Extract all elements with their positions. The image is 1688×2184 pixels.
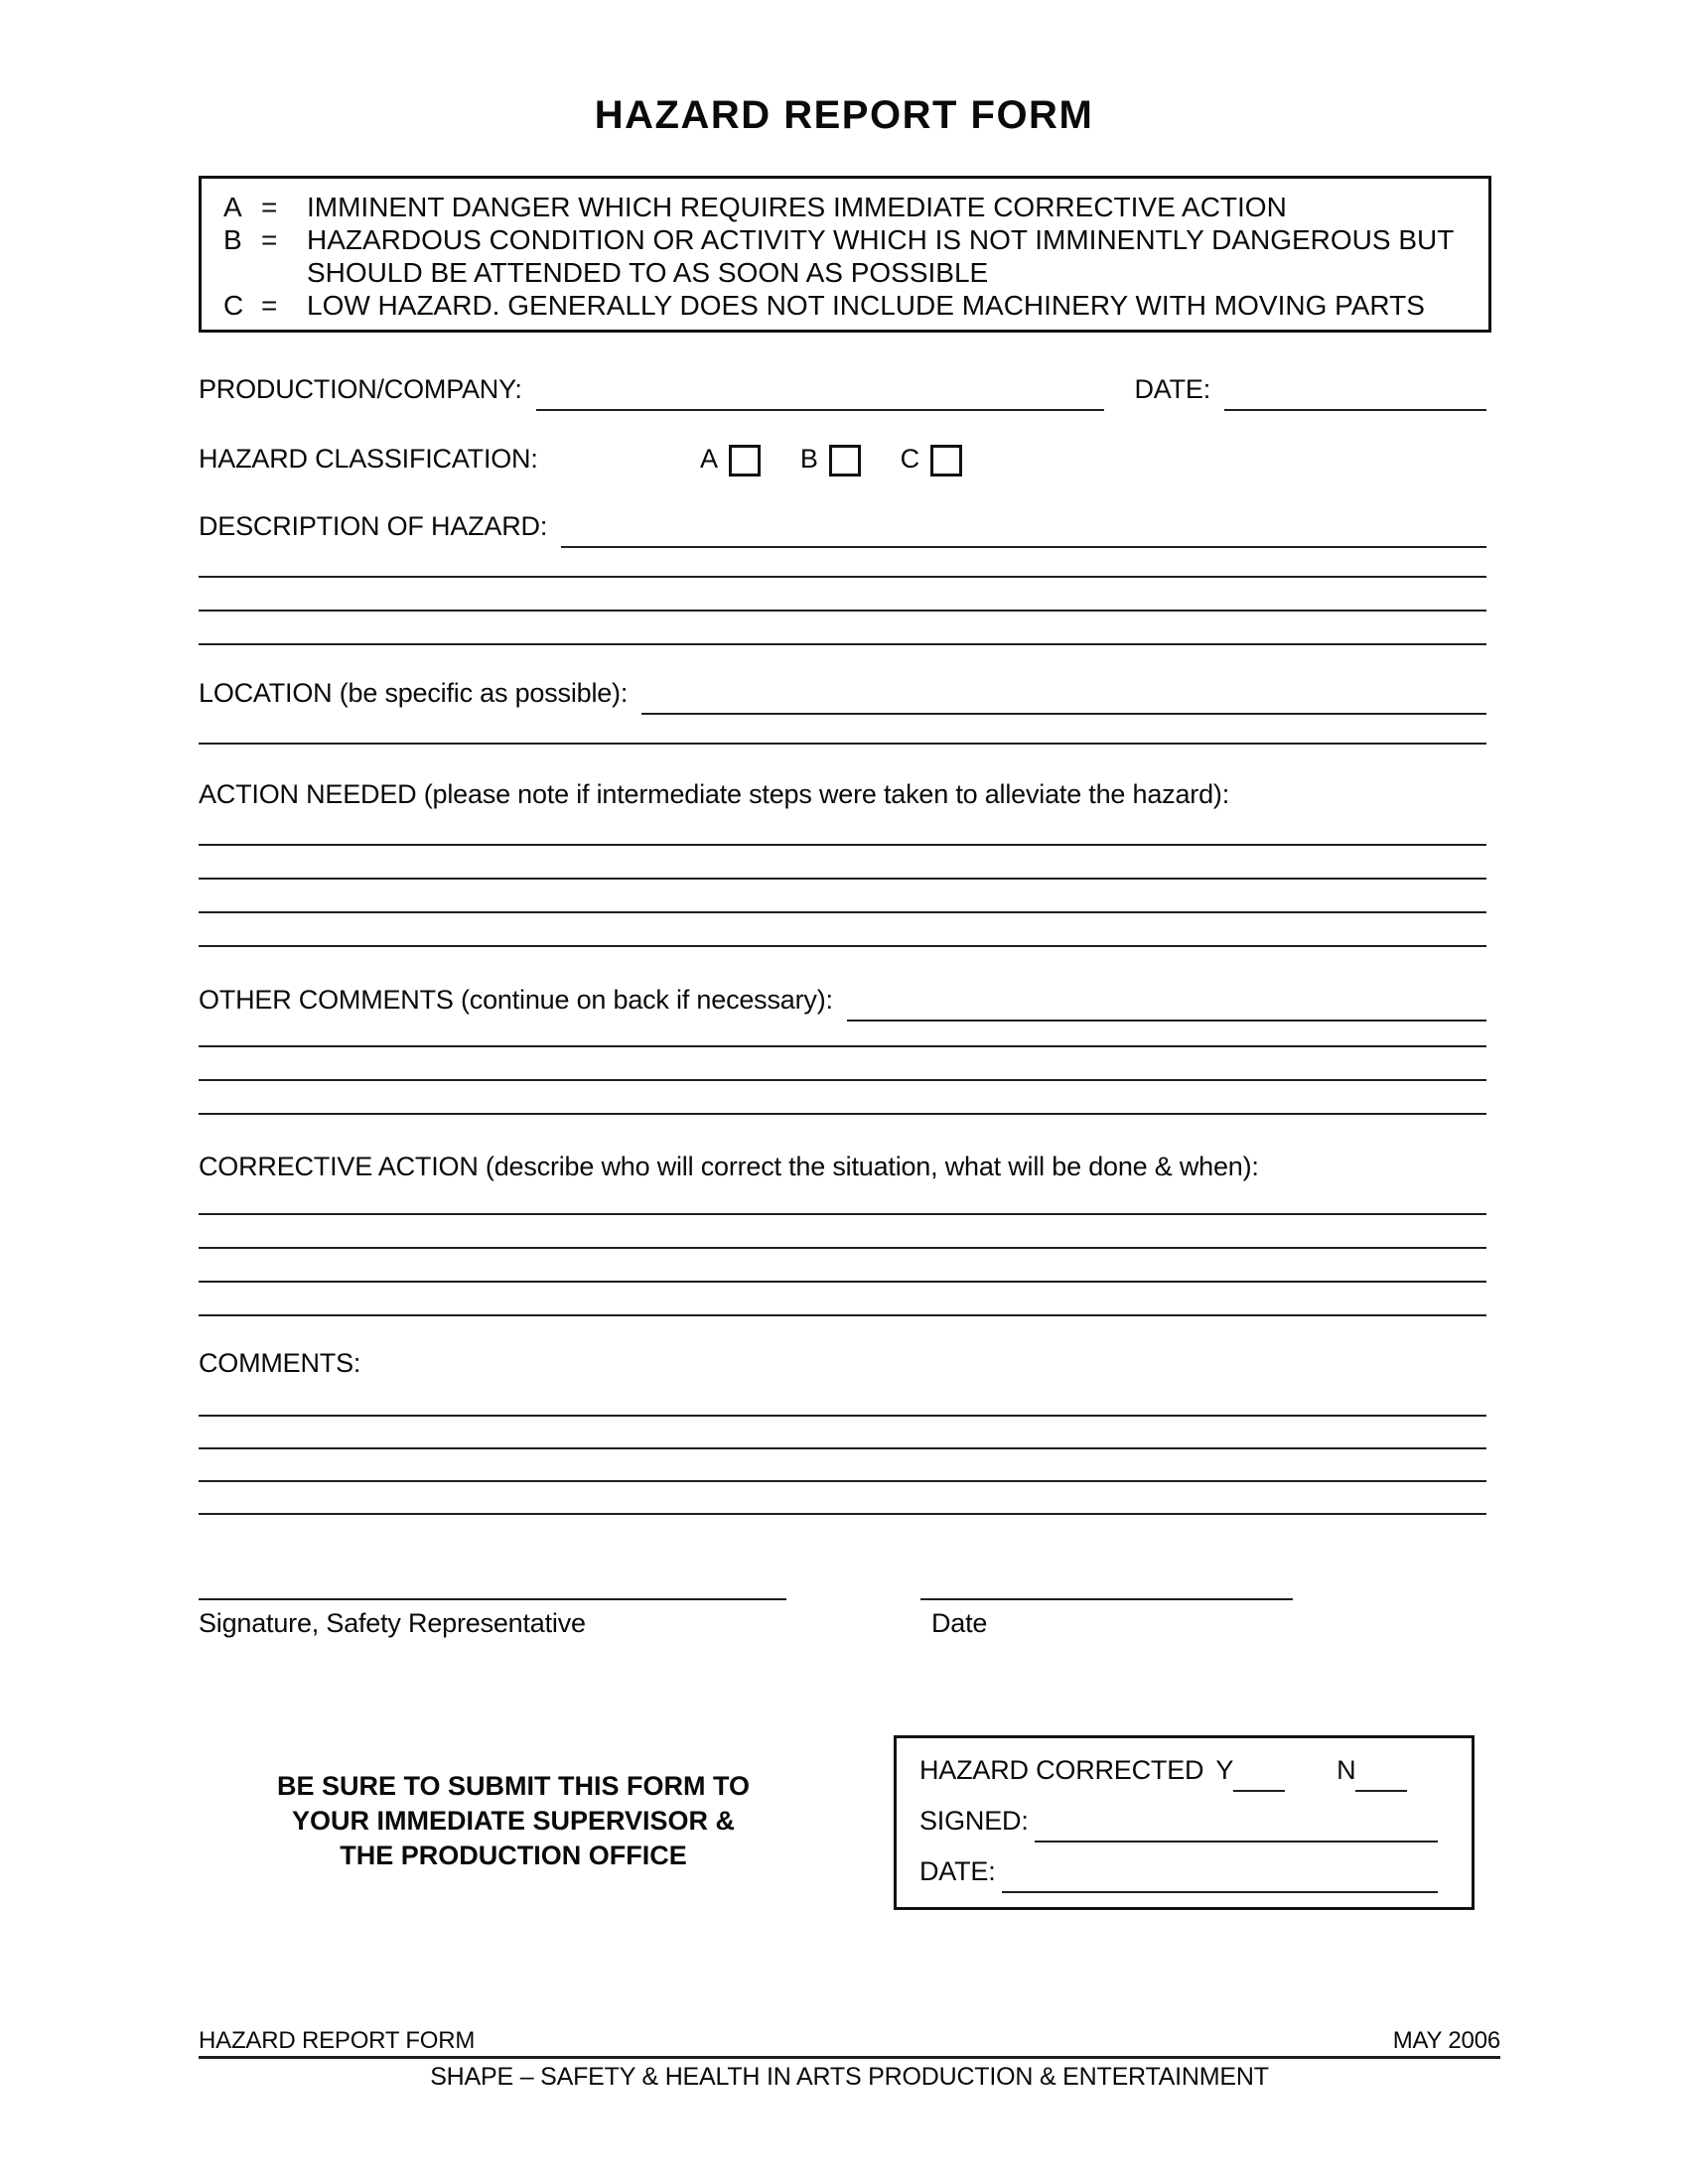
- legend-code-a: A: [223, 192, 242, 222]
- comments-line-3[interactable]: [199, 1480, 1486, 1482]
- classification-option-a: [700, 443, 800, 477]
- comments-row: [199, 1347, 1486, 1379]
- description-of-hazard-row: [199, 510, 1486, 542]
- footer-rule: [199, 2056, 1500, 2059]
- hazard-corrected-yes-line[interactable]: [1233, 1760, 1285, 1792]
- hazard-classification-label: HAZARD CLASSIFICATION:: [199, 444, 538, 474]
- action-needed-line-2[interactable]: [199, 878, 1486, 880]
- legend-item-c: [223, 289, 1471, 322]
- submit-notice-line2: YOUR IMMEDIATE SUPERVISOR &: [291, 1806, 736, 1836]
- other-comments-line-2[interactable]: [199, 1079, 1486, 1081]
- classification-option-b: [800, 443, 901, 477]
- corrected-date-line[interactable]: [1002, 1861, 1438, 1893]
- action-needed-line-3[interactable]: [199, 911, 1486, 913]
- classification-b-checkbox[interactable]: [829, 445, 861, 477]
- description-input-line[interactable]: [561, 516, 1486, 548]
- classification-a-letter: A: [700, 444, 718, 474]
- signature-date-line[interactable]: [920, 1598, 1293, 1600]
- corrective-action-line-3[interactable]: [199, 1281, 1486, 1283]
- legend-item-b: [223, 223, 1471, 289]
- classification-a-checkbox[interactable]: [729, 445, 761, 477]
- hazard-corrected-no-label: N: [1336, 1755, 1356, 1785]
- page-title: HAZARD REPORT FORM: [594, 93, 1094, 137]
- comments-line-1[interactable]: [199, 1415, 1486, 1417]
- corrected-date-row: [919, 1855, 1438, 1887]
- legend-code-c: C: [223, 290, 244, 321]
- corrected-signed-row: [919, 1805, 1438, 1837]
- footer-form-name: HAZARD REPORT FORM: [199, 2027, 476, 2054]
- classification-legend-box: [199, 176, 1491, 333]
- other-comments-row: [199, 984, 1486, 1016]
- footer-revision-date: MAY 2006: [1392, 2027, 1500, 2054]
- signature-label: Signature, Safety Representative: [199, 1608, 586, 1638]
- legend-item-a: [223, 191, 1471, 223]
- other-comments-line-1[interactable]: [199, 1045, 1486, 1047]
- action-needed-row: [199, 778, 1486, 810]
- production-company-input-line[interactable]: [536, 379, 1105, 411]
- action-needed-label: ACTION NEEDED (please note if intermediate steps were taken to alleviate the hazard):: [199, 779, 1229, 809]
- location-line-1[interactable]: [199, 743, 1486, 745]
- legend-text-a: IMMINENT DANGER WHICH REQUIRES IMMEDIATE CORRECTIVE ACTION: [307, 192, 1287, 222]
- comments-label: COMMENTS:: [199, 1348, 361, 1378]
- corrective-action-line-1[interactable]: [199, 1213, 1486, 1215]
- legend-equals: =: [261, 192, 278, 222]
- comments-line-4[interactable]: [199, 1513, 1486, 1515]
- comments-line-2[interactable]: [199, 1447, 1486, 1449]
- submit-notice-line1: BE SURE TO SUBMIT THIS FORM TO: [276, 1771, 751, 1801]
- classification-c-letter: C: [900, 444, 919, 474]
- corrective-action-line-4[interactable]: [199, 1314, 1486, 1316]
- date-input-line[interactable]: [1224, 379, 1486, 411]
- production-company-row: [199, 373, 1486, 405]
- production-company-label: PRODUCTION/COMPANY:: [199, 374, 522, 404]
- legend-code-b: B: [223, 224, 242, 255]
- legend-text-b-line1: HAZARDOUS CONDITION OR ACTIVITY WHICH IS NOT IMMINENTLY DANGEROUS BUT: [307, 224, 1455, 255]
- other-comments-input-line[interactable]: [847, 990, 1486, 1022]
- description-line-2[interactable]: [199, 610, 1486, 612]
- corrected-date-label: DATE:: [919, 1856, 996, 1886]
- action-needed-line-1[interactable]: [199, 844, 1486, 846]
- corrective-action-line-2[interactable]: [199, 1247, 1486, 1249]
- description-line-3[interactable]: [199, 643, 1486, 645]
- location-row: [199, 677, 1486, 709]
- signature-date-label: Date: [931, 1608, 988, 1638]
- hazard-corrected-box: [894, 1735, 1475, 1910]
- hazard-corrected-label: HAZARD CORRECTED: [919, 1755, 1204, 1785]
- other-comments-label: OTHER COMMENTS (continue on back if necessary):: [199, 985, 833, 1015]
- legend-equals: =: [261, 224, 278, 255]
- classification-option-c: [901, 443, 1002, 477]
- corrected-signed-label: SIGNED:: [919, 1806, 1029, 1836]
- classification-c-checkbox[interactable]: [930, 445, 962, 477]
- corrective-action-label: CORRECTIVE ACTION (describe who will correct the situation, what will be done & when):: [199, 1152, 1259, 1181]
- classification-b-letter: B: [799, 444, 818, 474]
- legend-equals: =: [261, 290, 278, 321]
- hazard-classification-row: [199, 443, 1486, 477]
- hazard-corrected-row: [919, 1754, 1438, 1786]
- hazard-corrected-yes-label: Y: [1215, 1755, 1234, 1785]
- submit-notice-line3: THE PRODUCTION OFFICE: [340, 1841, 687, 1870]
- submit-notice: [250, 1769, 776, 1873]
- other-comments-line-3[interactable]: [199, 1113, 1486, 1115]
- corrected-signed-line[interactable]: [1035, 1811, 1438, 1843]
- signature-line[interactable]: [199, 1598, 786, 1600]
- description-line-1[interactable]: [199, 576, 1486, 578]
- legend-text-c: LOW HAZARD. GENERALLY DOES NOT INCLUDE MACHINERY WITH MOVING PARTS: [307, 290, 1425, 321]
- legend-text-b-line2: SHOULD BE ATTENDED TO AS SOON AS POSSIBLE: [307, 257, 989, 288]
- footer-organization-line: SHAPE – SAFETY & HEALTH IN ARTS PRODUCTION & ENTERTAINMENT: [430, 2063, 1269, 2091]
- date-label: DATE:: [1134, 374, 1210, 404]
- corrective-action-row: [199, 1151, 1486, 1182]
- location-input-line[interactable]: [641, 683, 1486, 715]
- hazard-corrected-no-line[interactable]: [1355, 1760, 1407, 1792]
- location-label: LOCATION (be specific as possible):: [199, 678, 629, 708]
- action-needed-line-4[interactable]: [199, 945, 1486, 947]
- description-of-hazard-label: DESCRIPTION OF HAZARD:: [199, 511, 548, 541]
